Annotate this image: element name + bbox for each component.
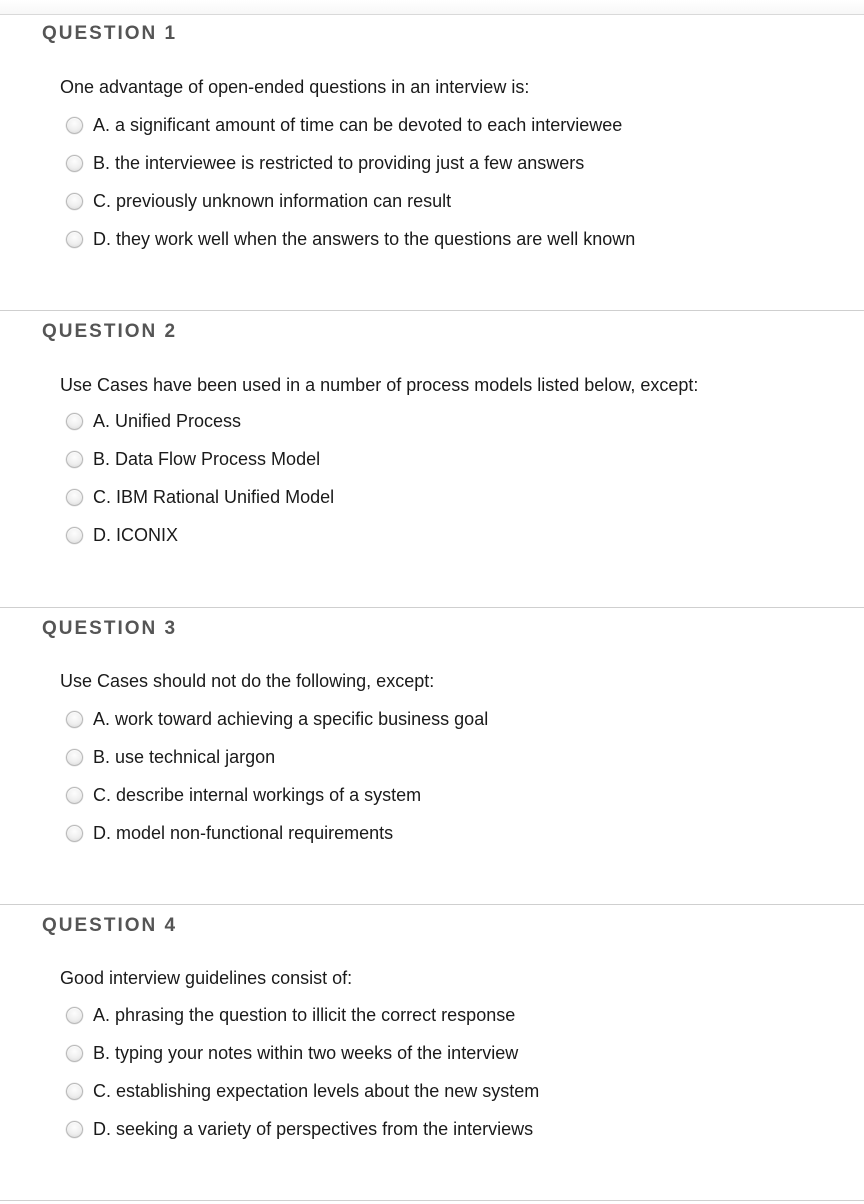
- question-1-option-a[interactable]: [66, 114, 622, 136]
- question-1-option-d[interactable]: [66, 228, 635, 250]
- option-label[interactable]: A. a significant amount of time can be devoted to each interviewee: [93, 114, 623, 135]
- option-label[interactable]: A. work toward achieving a specific business goal: [93, 708, 489, 729]
- option-label[interactable]: A. Unified Process: [93, 410, 242, 431]
- radio-button[interactable]: [66, 117, 83, 134]
- radio-button[interactable]: [66, 749, 83, 766]
- question-3-header: QUESTION 3: [42, 618, 178, 639]
- question-2-option-b[interactable]: [66, 448, 320, 470]
- question-4-option-c[interactable]: [66, 1080, 539, 1102]
- question-4-option-b[interactable]: [66, 1042, 518, 1064]
- question-2-prompt: Use Cases have been used in a number of process models listed below, except:: [60, 375, 699, 395]
- radio-button[interactable]: [66, 489, 83, 506]
- option-label[interactable]: B. use technical jargon: [93, 746, 276, 767]
- option-label[interactable]: C. describe internal workings of a system: [93, 784, 422, 805]
- question-4-prompt: Good interview guidelines consist of:: [60, 968, 353, 988]
- top-divider: [0, 0, 864, 15]
- option-label[interactable]: C. IBM Rational Unified Model: [93, 486, 335, 507]
- question-divider: [0, 1200, 864, 1201]
- question-divider: [0, 607, 864, 608]
- radio-button[interactable]: [66, 451, 83, 468]
- question-divider: [0, 310, 864, 311]
- radio-button[interactable]: [66, 413, 83, 430]
- question-divider: [0, 904, 864, 905]
- radio-button[interactable]: [66, 1121, 83, 1138]
- option-label[interactable]: D. they work well when the answers to the questions are well known: [93, 228, 636, 249]
- radio-button[interactable]: [66, 711, 83, 728]
- question-3-option-a[interactable]: [66, 708, 488, 730]
- option-label[interactable]: B. typing your notes within two weeks of the interview: [93, 1042, 519, 1063]
- option-label[interactable]: C. establishing expectation levels about the new system: [93, 1080, 540, 1101]
- option-label[interactable]: D. model non-functional requirements: [93, 822, 394, 843]
- radio-button[interactable]: [66, 193, 83, 210]
- radio-button[interactable]: [66, 155, 83, 172]
- question-1-option-c[interactable]: [66, 190, 451, 212]
- option-label[interactable]: B. Data Flow Process Model: [93, 448, 321, 469]
- option-label[interactable]: B. the interviewee is restricted to providing just a few answers: [93, 152, 585, 173]
- radio-button[interactable]: [66, 787, 83, 804]
- question-2-header: QUESTION 2: [42, 321, 178, 342]
- question-1-prompt: One advantage of open-ended questions in an interview is:: [60, 77, 530, 97]
- question-1-option-b[interactable]: [66, 152, 584, 174]
- question-3-option-d[interactable]: [66, 822, 393, 844]
- question-3-option-b[interactable]: [66, 746, 275, 768]
- question-1-header: QUESTION 1: [42, 23, 178, 44]
- option-label[interactable]: D. seeking a variety of perspectives from the interviews: [93, 1118, 534, 1139]
- question-4-option-d[interactable]: [66, 1118, 533, 1140]
- question-2-option-a[interactable]: [66, 410, 241, 432]
- question-3-prompt: Use Cases should not do the following, except:: [60, 671, 435, 691]
- radio-button[interactable]: [66, 1045, 83, 1062]
- radio-button[interactable]: [66, 825, 83, 842]
- option-label[interactable]: A. phrasing the question to illicit the correct response: [93, 1004, 516, 1025]
- question-2-option-c[interactable]: [66, 486, 334, 508]
- option-label[interactable]: D. ICONIX: [93, 524, 179, 545]
- radio-button[interactable]: [66, 231, 83, 248]
- radio-button[interactable]: [66, 527, 83, 544]
- question-4-option-a[interactable]: [66, 1004, 515, 1026]
- question-3-option-c[interactable]: [66, 784, 421, 806]
- question-4-header: QUESTION 4: [42, 915, 178, 936]
- question-2-option-d[interactable]: [66, 524, 178, 546]
- radio-button[interactable]: [66, 1007, 83, 1024]
- radio-button[interactable]: [66, 1083, 83, 1100]
- option-label[interactable]: C. previously unknown information can result: [93, 190, 452, 211]
